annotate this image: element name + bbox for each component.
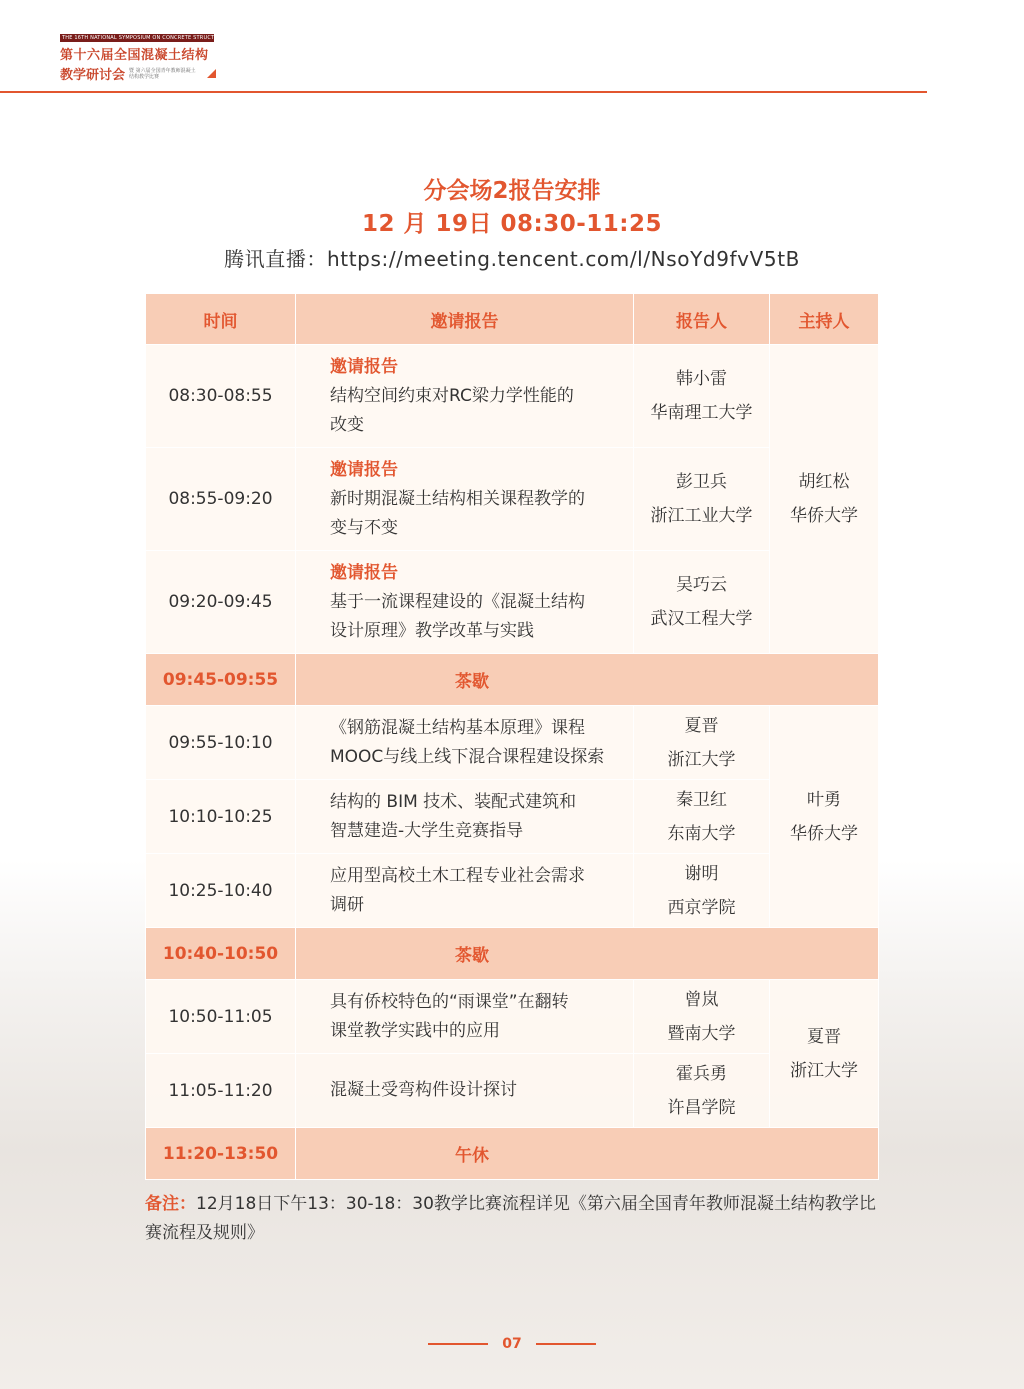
row-time: 10:50-11:05 (146, 980, 296, 1054)
page-date: 12 月 19日 08:30-11:25 (361, 211, 662, 237)
row-title: 《钢筋混凝土结构基本原理》课程 MOOC与线上线下混合课程建设探索 (296, 706, 634, 780)
table-row (146, 780, 879, 854)
row-title: 混凝土受弯构件设计探讨 (296, 1054, 634, 1128)
row-speaker: 曾岚 暨南大学 (634, 980, 770, 1054)
row-time: 09:20-09:45 (146, 551, 296, 654)
schedule-table (145, 293, 879, 1180)
row-title: 邀请报告 结构空间约束对RC梁力学性能的 改变 (296, 345, 634, 448)
row-speaker: 彭卫兵 浙江工业大学 (634, 448, 770, 551)
row-speaker: 韩小雷 华南理工大学 (634, 345, 770, 448)
row-speaker: 霍兵勇 许昌学院 (634, 1054, 770, 1128)
live-stream-link[interactable]: 腾讯直播：https://meeting.tencent.com/l/NsoYd9fvV5tB (224, 247, 800, 271)
table-row (146, 1054, 879, 1128)
row-speaker: 秦卫红 东南大学 (634, 780, 770, 854)
footnote-text: 12月18日下午13：30-18：30教学比赛流程详见《第六届全国青年教师混凝土结构教学比赛流程及规则》 (145, 1194, 876, 1243)
host-cell: 胡红松 华侨大学 (770, 345, 879, 654)
table-row (146, 854, 879, 928)
row-time: 08:30-08:55 (146, 345, 296, 448)
row-time: 10:25-10:40 (146, 854, 296, 928)
footer-rule-right (536, 1343, 596, 1345)
header-report: 邀请报告 (296, 294, 634, 345)
row-title: 应用型高校土木工程专业社会需求 调研 (296, 854, 634, 928)
row-title: 邀请报告 新时期混凝土结构相关课程教学的 变与不变 (296, 448, 634, 551)
table-row (146, 345, 879, 448)
table-row (146, 551, 879, 654)
table-row (146, 980, 879, 1054)
break-time: 09:45-09:55 (146, 654, 296, 706)
header-host: 主持人 (770, 294, 879, 345)
row-speaker: 吴巧云 武汉工程大学 (634, 551, 770, 654)
table-row (146, 448, 879, 551)
break-label: 茶歇 (296, 928, 879, 980)
row-time: 10:10-10:25 (146, 780, 296, 854)
row-time: 09:55-10:10 (146, 706, 296, 780)
row-title: 结构的 BIM 技术、装配式建筑和 智慧建造-大学生竞赛指导 (296, 780, 634, 854)
row-title: 邀请报告 基于一流课程建设的《混凝土结构 设计原理》教学改革与实践 (296, 551, 634, 654)
invite-tag: 邀请报告 (330, 356, 398, 377)
page-title: 分会场2报告安排 (423, 178, 601, 204)
logo-title-line1: 第十六届全国混凝土结构 (60, 48, 209, 63)
invite-tag: 邀请报告 (330, 459, 398, 480)
invite-tag: 邀请报告 (330, 562, 398, 583)
break-row (146, 654, 879, 706)
row-time: 11:05-11:20 (146, 1054, 296, 1128)
table-row (146, 706, 879, 780)
page-number: 07 (502, 1336, 522, 1352)
row-time: 08:55-09:20 (146, 448, 296, 551)
row-title: 具有侨校特色的“雨课堂”在翻转 课堂教学实践中的应用 (296, 980, 634, 1054)
break-row (146, 928, 879, 980)
logo-triangle-icon (207, 69, 216, 78)
header-speaker: 报告人 (634, 294, 770, 345)
host-cell: 叶勇 华侨大学 (770, 706, 879, 928)
break-time: 11:20-13:50 (146, 1128, 296, 1180)
table-header-row (146, 294, 879, 345)
break-row (146, 1128, 879, 1180)
page-footer (0, 1336, 1024, 1352)
header-time: 时间 (146, 294, 296, 345)
header-rule (0, 91, 927, 93)
logo-subtitle: 暨 第六届全国青年教师混凝土结构教学比赛 (129, 67, 196, 80)
logo-title-line2: 教学研讨会 (60, 68, 126, 83)
break-time: 10:40-10:50 (146, 928, 296, 980)
row-speaker: 夏晋 浙江大学 (634, 706, 770, 780)
footnote-label: 备注： (145, 1194, 196, 1214)
break-label: 午休 (296, 1128, 879, 1180)
footer-rule-left (428, 1343, 488, 1345)
break-label: 茶歇 (296, 654, 879, 706)
row-speaker: 谢明 西京学院 (634, 854, 770, 928)
symposium-logo (60, 34, 260, 84)
footnote (145, 1190, 885, 1248)
logo-english-line: THE 16TH NATIONAL SYMPOSIUM ON CONCRETE STRUCTURE EDUCATION (62, 35, 259, 41)
host-cell: 夏晋 浙江大学 (770, 980, 879, 1128)
